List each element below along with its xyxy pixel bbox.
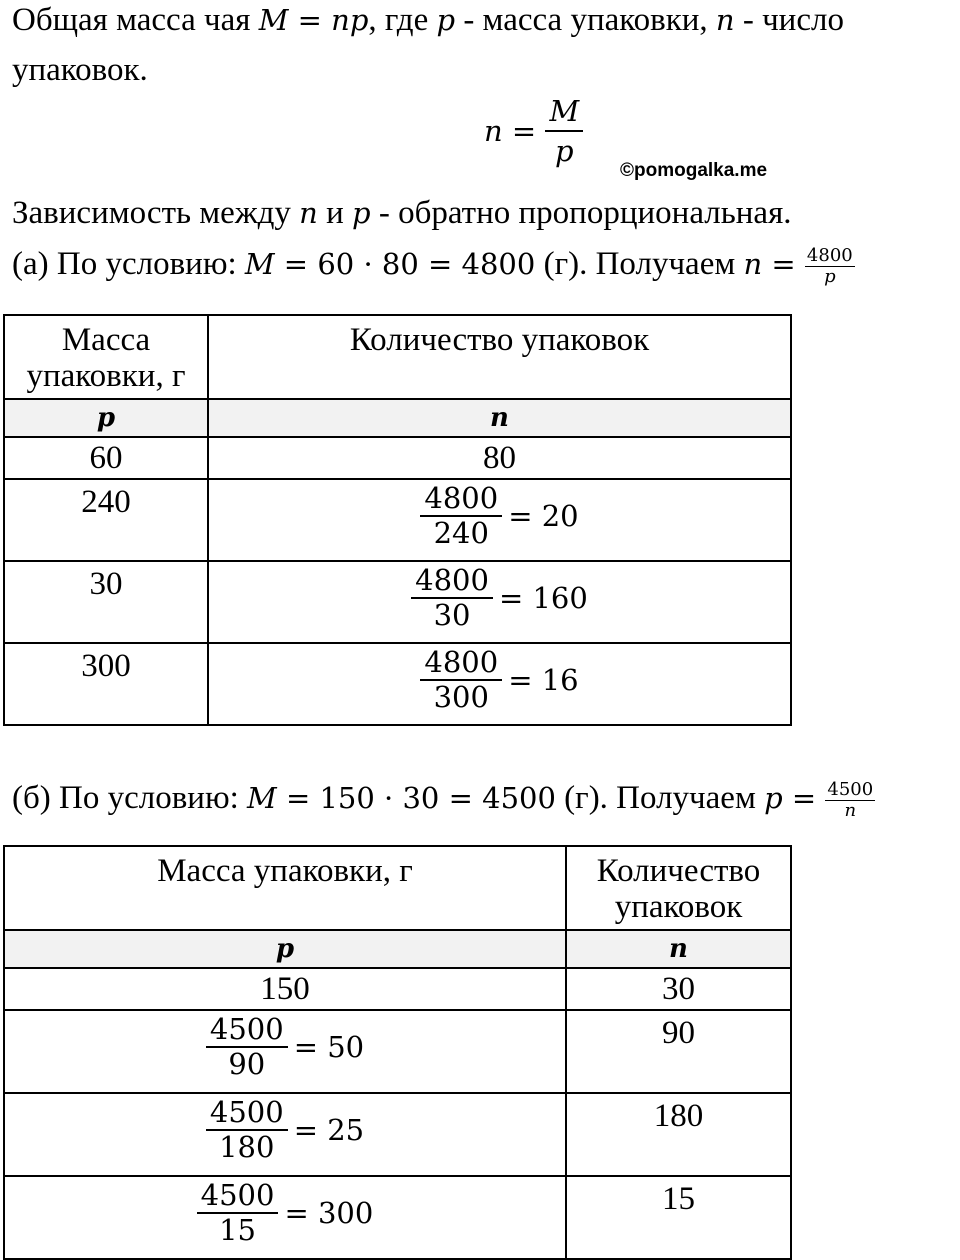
fraction-denominator: 180: [219, 1130, 275, 1164]
fraction-numerator: 4500: [206, 1096, 288, 1131]
dependency-text: и: [317, 195, 353, 231]
cell-p: 240: [4, 479, 208, 561]
part-a-text: (г). Получаем: [535, 246, 744, 283]
part-b-fraction: [825, 780, 875, 821]
table-row: [4, 643, 791, 725]
part-a-text: (а) По условию:: [12, 246, 245, 283]
header-mass: Масса упаковки, г: [4, 315, 208, 399]
var-n: n: [299, 196, 318, 230]
fraction-result: = 25: [293, 1113, 365, 1147]
fraction-numerator: 4800: [806, 245, 853, 266]
fraction-numerator: 4800: [420, 646, 502, 681]
table-var-row: [4, 930, 791, 968]
formula-fraction: [545, 92, 583, 170]
var-n-cell: n: [208, 399, 791, 437]
fraction-result: = 160: [498, 581, 588, 615]
part-b-text: (б) По условию:: [12, 780, 248, 817]
fraction: [197, 1179, 279, 1247]
cell-p: 300: [4, 643, 208, 725]
fraction-expression: [206, 1013, 364, 1081]
var-p-cell: p: [4, 930, 566, 968]
cell-n: 30: [566, 968, 791, 1010]
equals-sign: =: [288, 3, 332, 37]
cell-n: [208, 561, 791, 643]
intro-line-2: упаковок.: [12, 52, 148, 88]
fraction: [206, 1013, 288, 1081]
equals-sign: =: [762, 247, 805, 282]
fraction-numerator: 4800: [411, 564, 493, 599]
part-a-fraction: [805, 246, 855, 287]
table-a: [3, 314, 792, 726]
var-n-cell: n: [566, 930, 791, 968]
cell-p: 30: [4, 561, 208, 643]
var-p: p: [764, 781, 783, 816]
fraction-expression: [420, 646, 578, 714]
table-row: [4, 437, 791, 479]
formula-n-equals-m-over-p: [484, 92, 583, 170]
part-b-text: (г). Получаем: [555, 780, 765, 817]
part-a-expression: = 60 · 80 = 4800: [274, 247, 536, 282]
fraction-numerator: M: [545, 92, 583, 132]
fraction-expression: [197, 1179, 374, 1247]
cell-n: 80: [208, 437, 791, 479]
cell-p: [4, 1010, 566, 1093]
cell-p: [4, 1093, 566, 1176]
var-M: M: [258, 3, 289, 37]
var-n: n: [743, 247, 763, 282]
fraction-numerator: 4800: [420, 482, 502, 517]
var-p: p: [352, 196, 371, 230]
fraction-denominator: 240: [433, 516, 489, 550]
dependency-text: - обратно пропорциональная.: [370, 195, 792, 231]
equals-sign: =: [782, 781, 826, 816]
fraction: [411, 564, 493, 632]
table-header-row: [4, 315, 791, 399]
fraction-result: = 300: [284, 1196, 374, 1230]
fraction-numerator: 4500: [206, 1013, 288, 1048]
cell-n: 90: [566, 1010, 791, 1093]
table-b: [3, 845, 792, 1260]
table-row: [4, 1176, 791, 1259]
table-row: [4, 561, 791, 643]
part-b-expression: = 150 · 30 = 4500: [276, 781, 556, 816]
header-count: Количество упаковок: [208, 315, 791, 399]
table-row: [4, 1010, 791, 1093]
fraction-denominator: 30: [433, 598, 471, 632]
var-M: M: [244, 247, 275, 282]
var-n: n: [715, 3, 735, 37]
table-row: [4, 1093, 791, 1176]
intro-text: - масса упаковки,: [455, 2, 716, 38]
fraction-denominator: p: [555, 134, 574, 168]
dependency-line: [12, 193, 792, 233]
equals-sign: =: [502, 114, 546, 148]
fraction-denominator: 90: [228, 1047, 266, 1081]
cell-n: [208, 479, 791, 561]
cell-n: [208, 643, 791, 725]
var-p: p: [436, 3, 456, 37]
part-a-line: [12, 246, 855, 287]
fraction-expression: [420, 482, 578, 550]
var-M: M: [247, 781, 277, 816]
table-header-row: [4, 846, 791, 930]
formula-lhs: n: [484, 114, 503, 148]
intro-text: - число: [734, 2, 844, 38]
cell-n: 180: [566, 1093, 791, 1176]
cell-p: 60: [4, 437, 208, 479]
var-np: np: [331, 3, 369, 37]
header-count: Количество упаковок: [566, 846, 791, 930]
fraction-numerator: 4500: [827, 779, 874, 800]
table-row: [4, 968, 791, 1010]
cell-p: 150: [4, 968, 566, 1010]
fraction-result: = 50: [293, 1030, 365, 1064]
intro-text: Общая масса чая: [12, 2, 259, 38]
dependency-text: Зависимость между: [12, 195, 300, 231]
fraction-denominator: n: [844, 800, 857, 821]
fraction-expression: [411, 564, 588, 632]
fraction-result: = 16: [508, 663, 579, 697]
fraction-expression: [206, 1096, 364, 1164]
fraction-result: = 20: [508, 499, 579, 533]
table-row: [4, 479, 791, 561]
fraction: [420, 646, 502, 714]
fraction-denominator: 15: [219, 1213, 257, 1247]
header-mass: Масса упаковки, г: [4, 846, 566, 930]
fraction-denominator: p: [824, 266, 836, 287]
fraction-denominator: 300: [433, 680, 489, 714]
fraction: [206, 1096, 288, 1164]
var-p-cell: p: [4, 399, 208, 437]
fraction-numerator: 4500: [197, 1179, 279, 1214]
watermark: ©pomogalka.me: [620, 160, 768, 181]
cell-n: 15: [566, 1176, 791, 1259]
part-b-line: [12, 780, 875, 821]
intro-line-1: [12, 0, 844, 40]
cell-p: [4, 1176, 566, 1259]
fraction: [420, 482, 502, 550]
intro-text: , где: [368, 2, 437, 38]
table-var-row: [4, 399, 791, 437]
